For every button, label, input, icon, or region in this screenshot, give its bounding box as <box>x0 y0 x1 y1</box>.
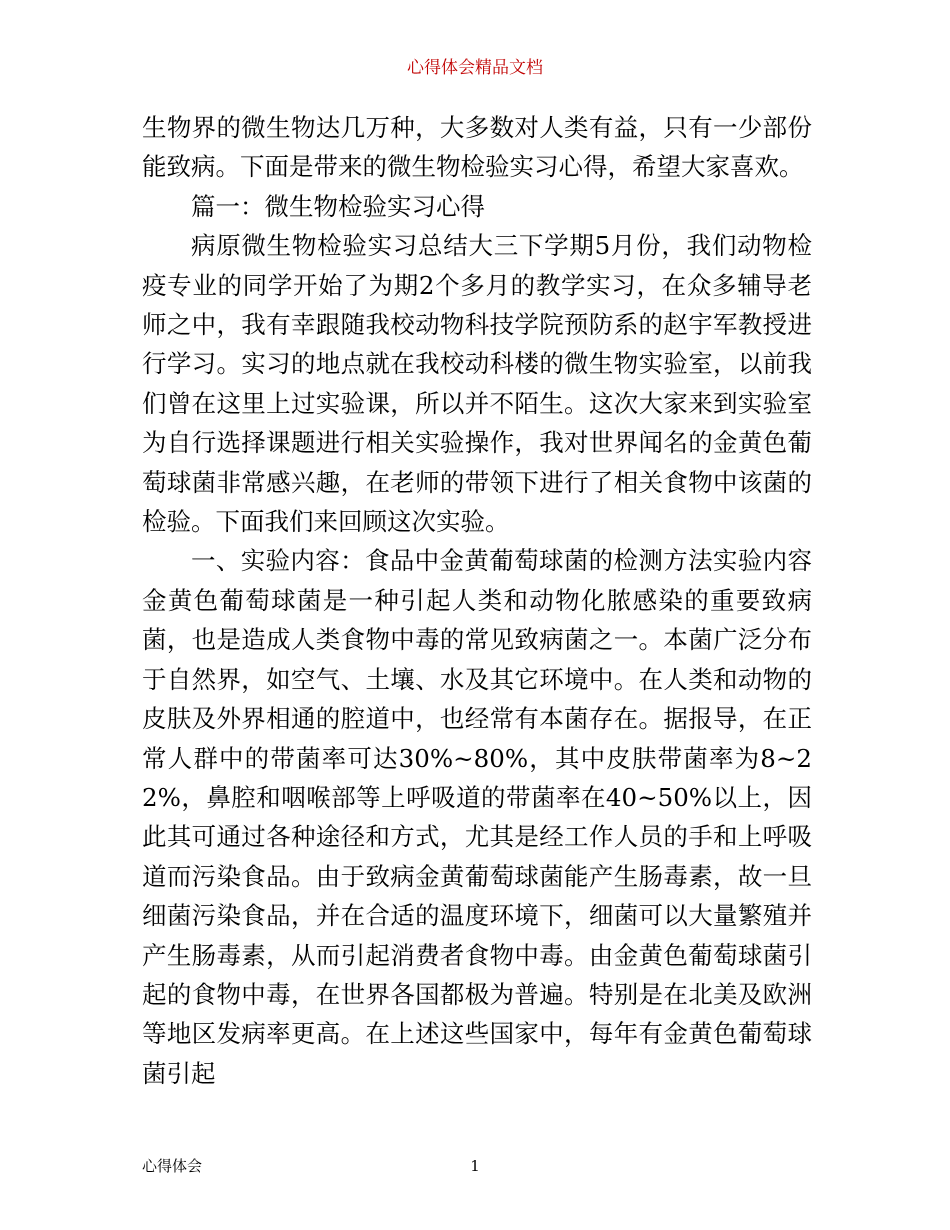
section-heading: 篇一：微生物检验实习心得 <box>191 191 485 221</box>
document-body <box>142 108 812 1093</box>
page-header-title: 心得体会精品文档 <box>407 58 543 78</box>
page-number: 1 <box>470 1157 480 1175</box>
paragraph-intro: 生物界的微生物达几万种，大多数对人类有益，只有一少部份能致病。下面是带来的微生物检验实习心得，希望大家喜欢。 <box>142 113 812 182</box>
footer-label: 心得体会 <box>142 1157 203 1175</box>
paragraph-summary: 病原微生物检验实习总结大三下学期5月份，我们动物检疫专业的同学开始了为期2个多月的教学实习，在众多辅导老师之中，我有幸跟随我校动物科技学院预防系的赵宇军教授进行学习。实习的地点就在我校动科楼的微生物实验室，以前我们曾在这里上过实验课，所以并不陌生。这次大家来到实验室为自行选择课题进行相关实验操作，我对世界闻名的金黄色葡萄球菌非常感兴趣，在老师的带领下进行了相关食物中该菌的检验。下面我们来回顾这次实验。 <box>142 231 812 537</box>
paragraph-experiment-content: 一、实验内容：食品中金黄葡萄球菌的检测方法实验内容金黄色葡萄球菌是一种引起人类和动物化脓感染的重要致病菌，也是造成人类食物中毒的常见致病菌之一。本菌广泛分布于自然界，如空气、土壤、水及其它环境中。在人类和动物的皮肤及外界相通的腔道中，也经常有本菌存在。据报导，在正常人群中的带菌率可达30%~80%，其中皮肤带菌率为8~22%，鼻腔和咽喉部等上呼吸道的带菌率在40~50%以上，因此其可通过各种途径和方式，尤其是经工作人员的手和上呼吸道而污染食品。由于致病金黄葡萄球菌能产生肠毒素，故一旦细菌污染食品，并在合适的温度环境下，细菌可以大量繁殖并产生肠毒素，从而引起消费者食物中毒。由金黄色葡萄球菌引起的食物中毒，在世界各国都极为普遍。特别是在北美及欧洲等地区发病率更高。在上述这些国家中，每年有金黄色葡萄球菌引起 <box>142 546 812 1088</box>
